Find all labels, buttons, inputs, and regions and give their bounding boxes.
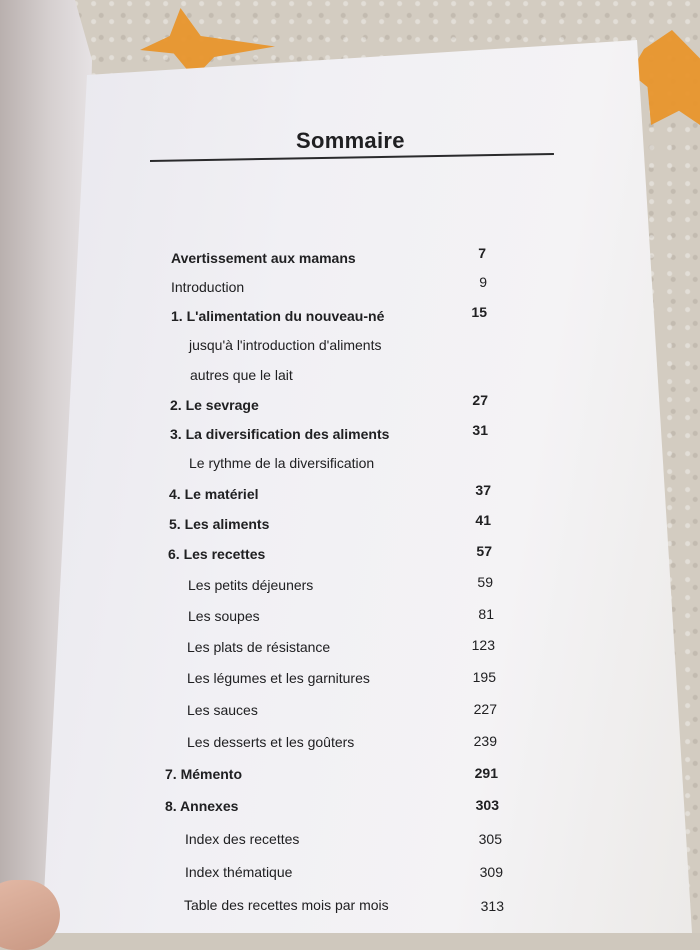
toc-entry-page: 313 — [480, 898, 504, 914]
toc-entry-page: 7 — [478, 245, 486, 261]
toc-entry-page: 37 — [475, 482, 491, 498]
toc-entry-label: 4. Le matériel — [169, 486, 259, 502]
toc-entry-page: 57 — [476, 543, 492, 559]
toc-entry-label: Les plats de résistance — [187, 639, 331, 655]
toc-entry-page: 291 — [474, 765, 498, 781]
title-rule — [150, 153, 554, 162]
toc-entry-page: 309 — [479, 864, 503, 880]
toc-entry-page: 41 — [475, 512, 491, 528]
toc-entry-label: 3. La diversification des aliments — [170, 426, 390, 442]
toc-entry-page: 81 — [478, 606, 494, 622]
toc-entry-label: 6. Les recettes — [168, 546, 266, 562]
toc-entry-label: Les légumes et les garnitures — [187, 670, 370, 686]
toc-entry-label: Avertissement aux mamans — [171, 250, 356, 266]
toc-entry-page: 227 — [473, 701, 497, 717]
toc-entry-label: 1. L'alimentation du nouveau-né — [171, 308, 385, 324]
toc-entry-label: 7. Mémento — [165, 766, 243, 782]
toc-entry-label: Les desserts et les goûters — [187, 734, 355, 750]
toc-entry-label: Les sauces — [187, 702, 258, 718]
toc-title: Sommaire — [296, 128, 405, 153]
toc-entry-label: Introduction — [171, 279, 245, 295]
toc-entry-page: 305 — [478, 831, 502, 847]
toc-entry-label: Les petits déjeuners — [188, 577, 314, 593]
toc-entry-label: Index thématique — [185, 864, 293, 880]
toc-entry-label: 8. Annexes — [165, 798, 239, 814]
toc-entry-page: 59 — [477, 574, 493, 590]
toc-entry-page: 123 — [471, 637, 495, 653]
toc-entry-label: Le rythme de la diversification — [189, 455, 375, 471]
toc-entry-page: 303 — [475, 797, 499, 813]
toc-entry-label: Table des recettes mois par mois — [184, 897, 389, 913]
toc-entry-label: autres que le lait — [190, 367, 293, 383]
toc-entry-page: 31 — [472, 422, 488, 438]
toc-entry-label: jusqu'à l'introduction d'aliments — [189, 337, 382, 353]
toc-entry-label: Les soupes — [188, 608, 260, 624]
toc-entry-page: 27 — [472, 392, 488, 408]
toc-entry-page: 239 — [473, 733, 497, 749]
toc-entry-label: Index des recettes — [185, 831, 300, 847]
toc-entry-label: 2. Le sevrage — [170, 397, 259, 413]
toc-entry-page: 15 — [471, 304, 487, 320]
toc-entry-label: 5. Les aliments — [169, 516, 270, 532]
toc-entry-page: 195 — [472, 669, 496, 685]
toc-entry-page: 9 — [479, 274, 487, 290]
